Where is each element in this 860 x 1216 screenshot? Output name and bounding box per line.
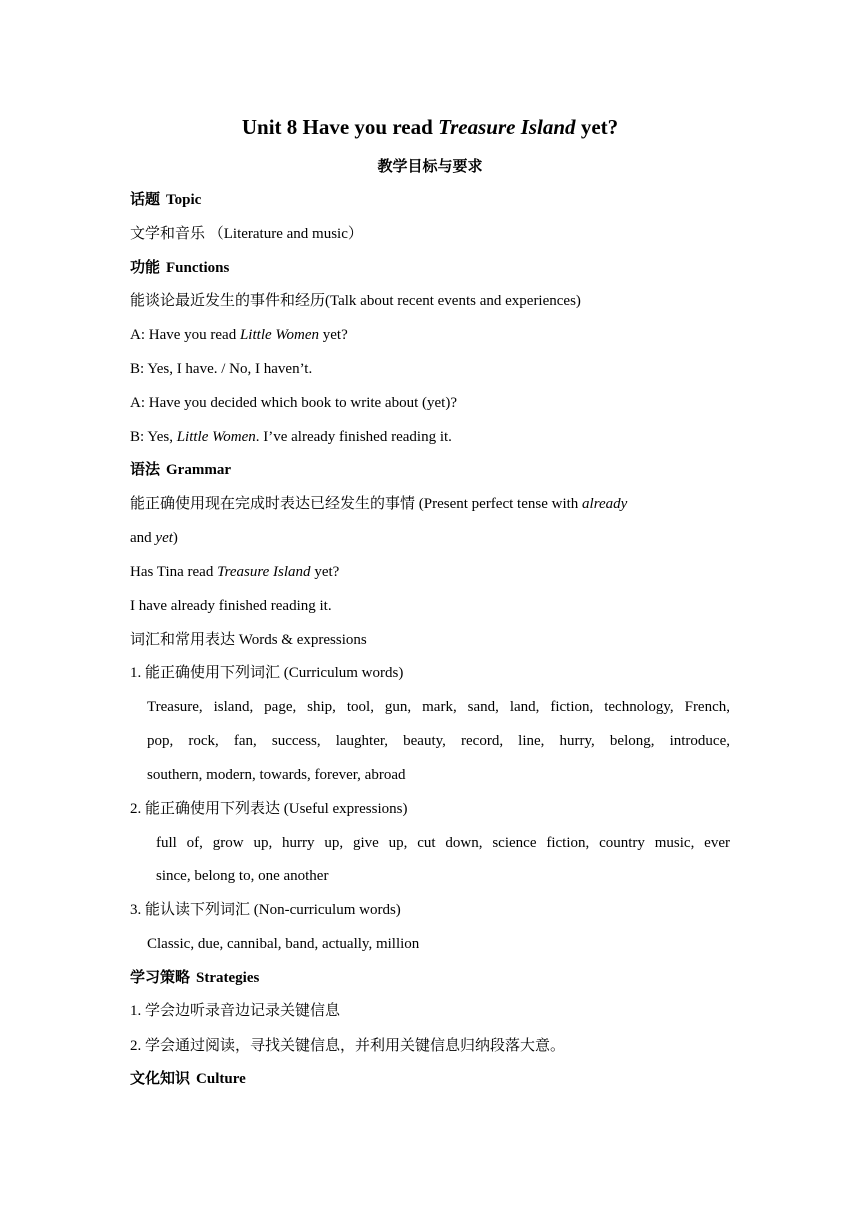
curriculum-words-line: Treasure, island, page, ship, tool, gun, mark, sand, land, fiction, technology, French, xyxy=(147,699,730,715)
functions-intro: 能谈论最近发生的事件和经历(Talk about recent events and experiences) xyxy=(130,293,581,309)
culture-heading: 文化知识 Culture xyxy=(130,1071,246,1087)
non-curriculum-words-line: Classic, due, cannibal, band, actually, million xyxy=(147,936,420,952)
functions-heading: 功能 Functions xyxy=(130,260,230,276)
grammar-intro-cont: and yet) xyxy=(130,530,178,546)
title-text: Unit 8 Have you read xyxy=(241,115,439,139)
title-text-end: yet? xyxy=(575,115,619,139)
strategies-item: 1. 学会边听录音边记录关键信息 xyxy=(130,1003,341,1019)
title-book-name: Treasure Island xyxy=(438,115,576,139)
words-item-3-label: 3. 能认读下列词汇 (Non-curriculum words) xyxy=(130,902,401,918)
words-item-1-label: 1. 能正确使用下列词汇 (Curriculum words) xyxy=(130,665,404,681)
grammar-intro: 能正确使用现在完成时表达已经发生的事情 (Present perfect tense with already xyxy=(130,496,628,512)
strategies-item: 2. 学会通过阅读，寻找关键信息，并利用关键信息归纳段落大意。 xyxy=(130,1038,566,1054)
grammar-example: I have already finished reading it. xyxy=(130,598,332,614)
functions-dialogue-line: B: Yes, I have. / No, I haven’t. xyxy=(130,361,313,377)
document-subtitle: 教学目标与要求 xyxy=(377,159,483,175)
useful-expressions-line: since, belong to, one another xyxy=(156,868,329,884)
curriculum-words-line: southern, modern, towards, forever, abroad xyxy=(147,767,406,783)
functions-dialogue-line: A: Have you decided which book to write about (yet)? xyxy=(130,395,457,411)
strategies-heading: 学习策略 Strategies xyxy=(130,970,260,986)
useful-expressions-line: full of, grow up, hurry up, give up, cut down, science fiction, country music, ever xyxy=(156,835,730,851)
curriculum-words-line: pop, rock, fan, success, laughter, beauty, record, line, hurry, belong, introduce, xyxy=(147,733,730,749)
topic-heading: 话题 Topic xyxy=(130,192,202,208)
grammar-heading: 语法 Grammar xyxy=(130,462,231,478)
words-item-2-label: 2. 能正确使用下列表达 (Useful expressions) xyxy=(130,801,408,817)
topic-text: 文学和音乐 （Literature and music） xyxy=(130,226,363,242)
functions-dialogue-line: B: Yes, Little Women. I’ve already finished reading it. xyxy=(130,429,452,445)
functions-dialogue-line: A: Have you read Little Women yet? xyxy=(130,327,348,343)
grammar-example: Has Tina read Treasure Island yet? xyxy=(130,564,340,580)
words-heading: 词汇和常用表达 Words & expressions xyxy=(130,632,367,648)
document-title xyxy=(0,113,860,141)
